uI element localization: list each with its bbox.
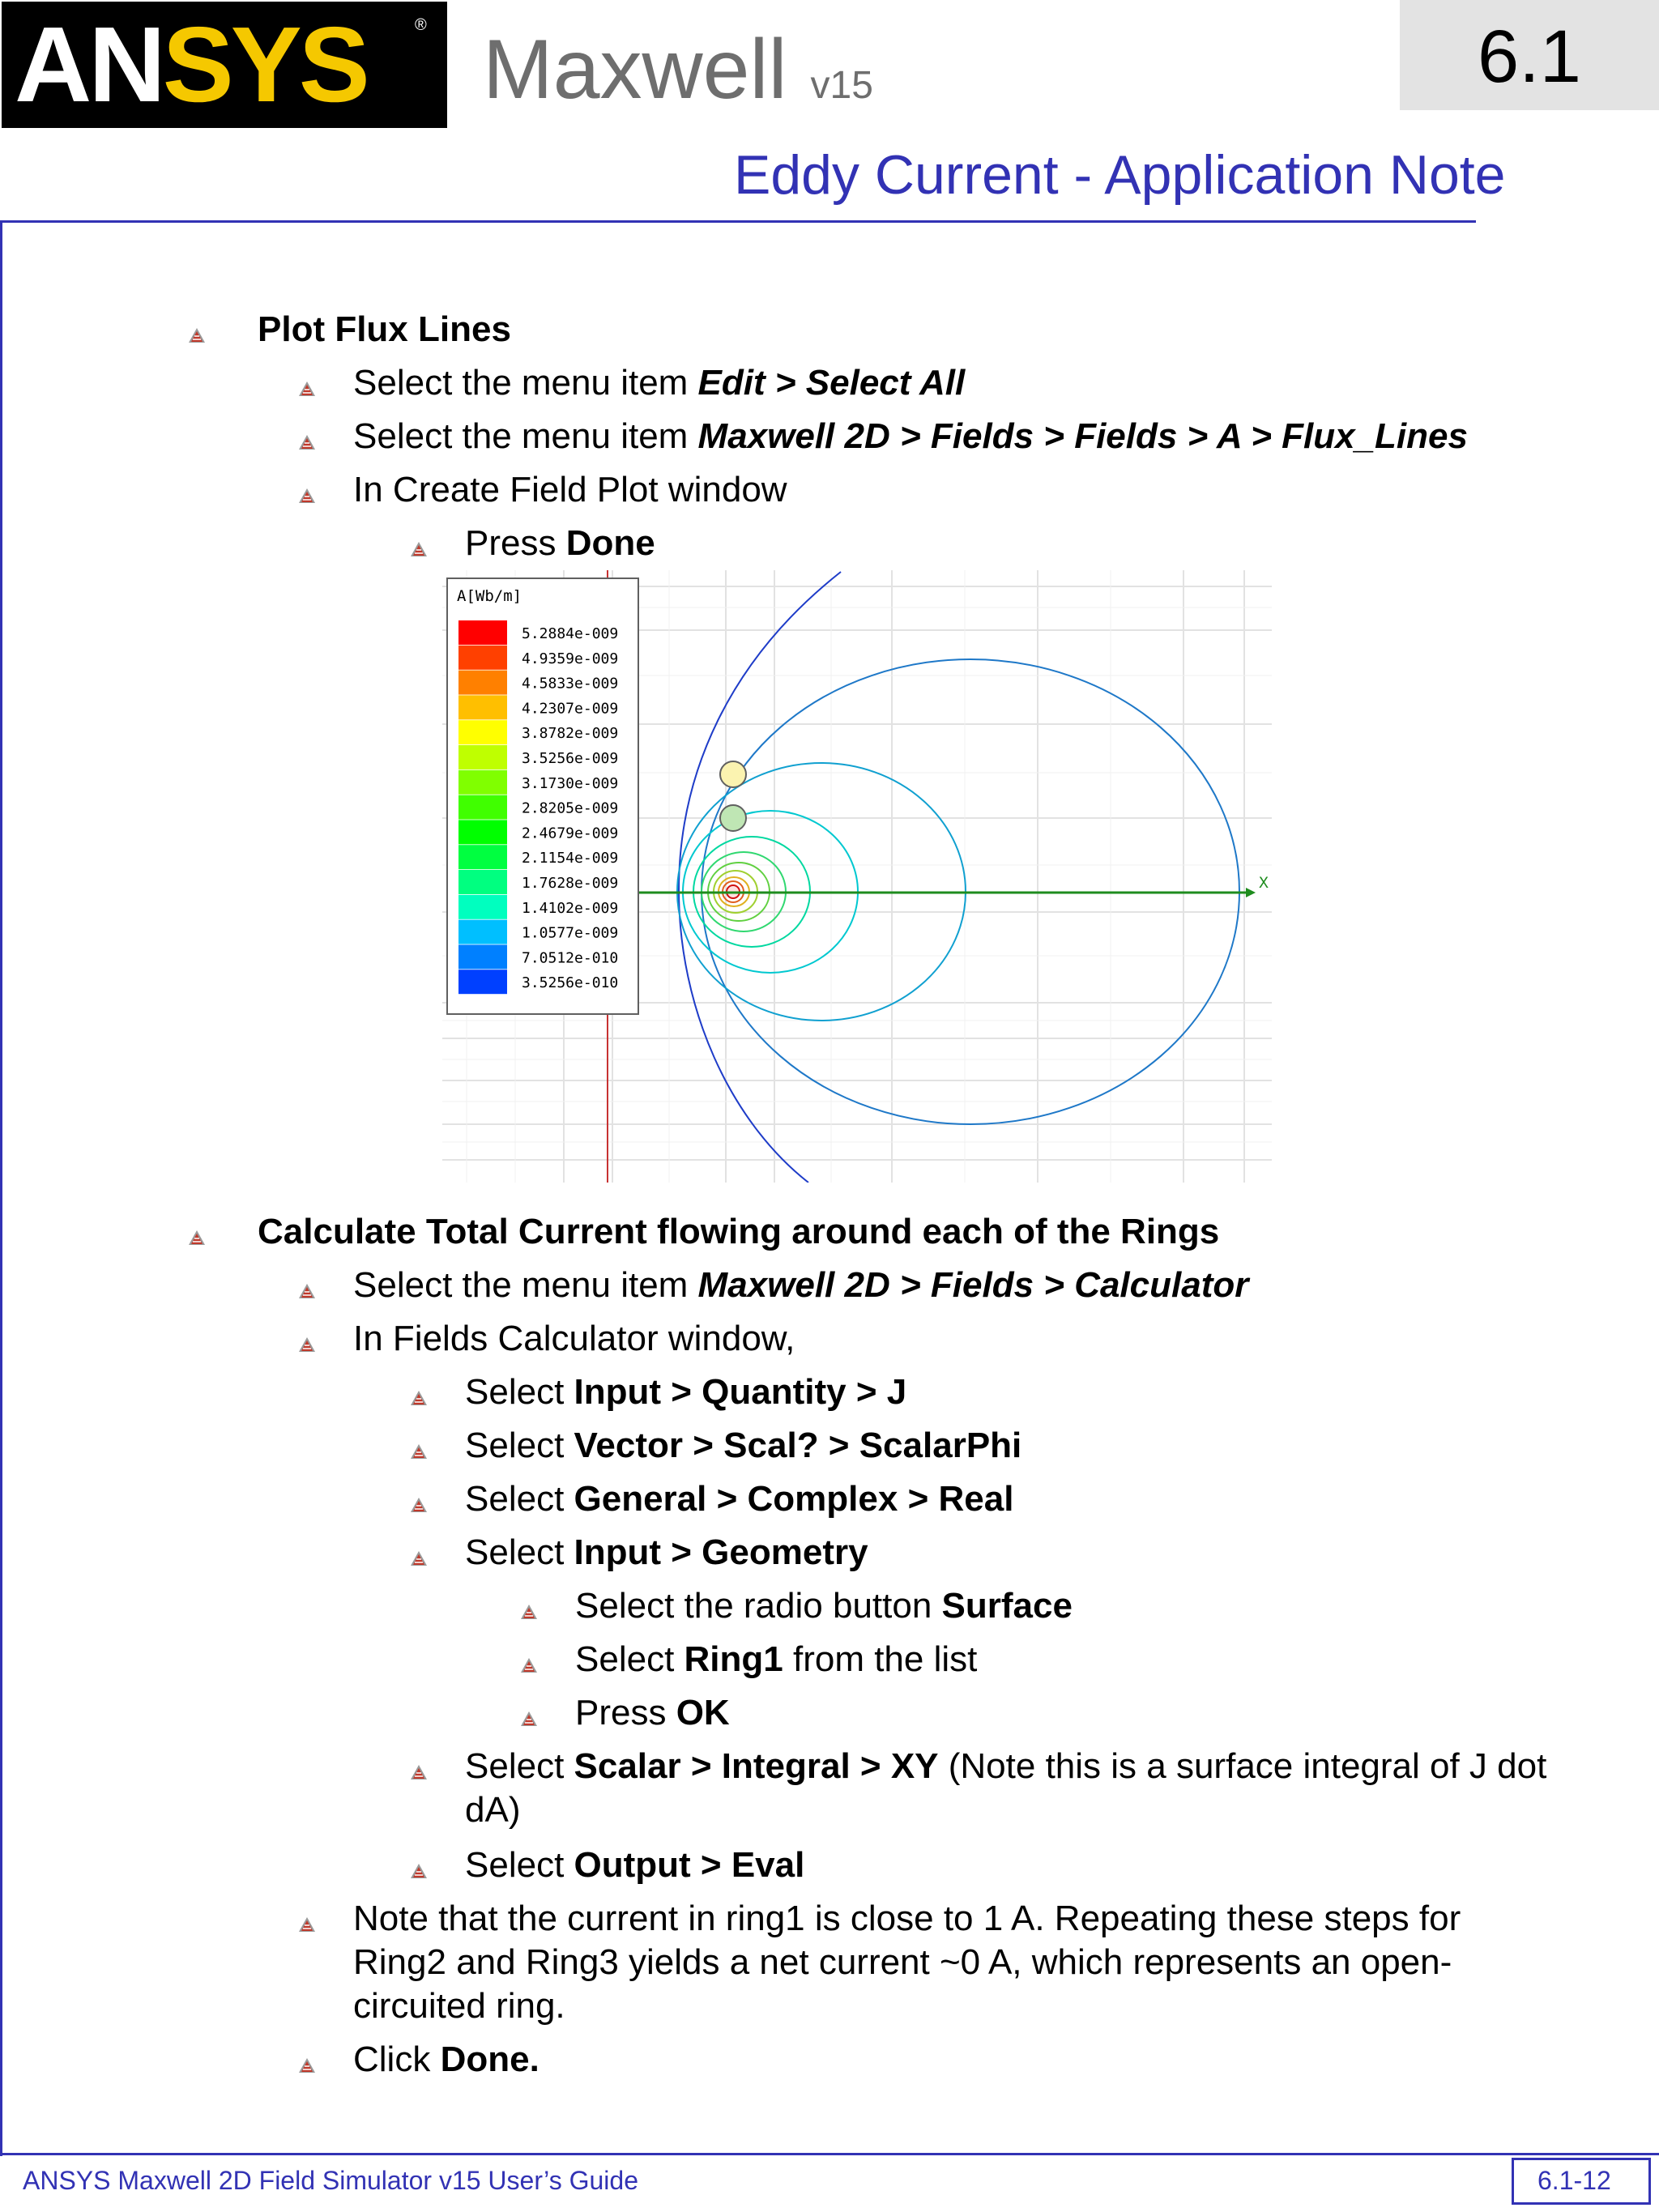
- legend-value: 2.1154e-009: [522, 850, 619, 867]
- menu-path: Maxwell 2D > Fields > Calculator: [697, 1265, 1249, 1305]
- legend-value: 4.5833e-009: [522, 675, 619, 693]
- step-note: (Note this is a surface integral of J dot dA): [465, 1746, 1547, 1830]
- object-name: Ring1: [684, 1639, 783, 1679]
- step-input-geometry: [465, 1531, 868, 1575]
- logo-sys: SYS: [162, 5, 367, 124]
- legend-value: 3.5256e-009: [522, 750, 619, 767]
- bullet-icon: [410, 1443, 428, 1460]
- heading-text: Plot Flux Lines: [258, 309, 511, 349]
- bullet-icon: [410, 1550, 428, 1566]
- bullet-icon: [410, 541, 428, 557]
- step-text: Select the menu item: [353, 1265, 698, 1305]
- step-text: Press: [575, 1693, 676, 1733]
- bullet-icon: [188, 1230, 206, 1246]
- ansys-logo: [2, 2, 447, 128]
- step-text: Select: [575, 1639, 684, 1679]
- step-text: Select: [465, 1426, 574, 1465]
- menu-path: Maxwell 2D > Fields > Fields > A > Flux_Lines: [697, 416, 1468, 456]
- legend-swatch: [458, 944, 507, 969]
- legend-swatch: [458, 870, 507, 894]
- bullet-icon: [188, 327, 206, 343]
- bullet-icon: [410, 1390, 428, 1406]
- menu-path: General > Complex > Real: [574, 1479, 1014, 1519]
- legend-value: 4.9359e-009: [522, 650, 619, 667]
- ring3-icon: [720, 761, 746, 787]
- menu-path: Vector > Scal? > ScalarPhi: [574, 1426, 1022, 1465]
- step-text: In Fields Calculator window,: [353, 1319, 795, 1358]
- step-text: Select: [465, 1845, 574, 1885]
- ring2-icon: [720, 805, 746, 831]
- step-text: In Create Field Plot window: [353, 470, 787, 509]
- legend-value: 3.5256e-010: [522, 974, 619, 992]
- product-version: v15: [810, 64, 873, 107]
- button-name: Done.: [440, 2039, 539, 2079]
- button-name: OK: [676, 1693, 730, 1733]
- legend-swatch: [458, 895, 507, 919]
- legend-swatch: [458, 671, 507, 695]
- step-create-field-plot: [353, 468, 787, 512]
- legend-value: 1.7628e-009: [522, 875, 619, 892]
- bullet-icon: [520, 1604, 538, 1620]
- x-axis-label: X: [1259, 875, 1269, 893]
- step-select-ring1: [575, 1638, 977, 1681]
- step-text: Click: [353, 2039, 441, 2079]
- section-number: 6.1: [1478, 15, 1581, 98]
- legend-swatch: [458, 795, 507, 820]
- step-radio-surface: [575, 1584, 1073, 1628]
- step-text: Note that the current in ring1 is close to 1 A. Repeating these steps for Ring2 and Ring3 yields a net current ~0 A, which represents an open-circuited ring.: [353, 1899, 1461, 2026]
- legend-swatch: [458, 695, 507, 719]
- step-edit-select-all: [353, 361, 965, 405]
- page-title: Eddy Current - Application Note: [734, 144, 1506, 206]
- legend-title: A[Wb/m]: [457, 587, 522, 605]
- bullet-icon: [298, 1336, 316, 1353]
- menu-path: Edit > Select All: [697, 363, 966, 403]
- step-text: Select: [465, 1532, 574, 1572]
- heading-text: Calculate Total Current flowing around each of the Rings: [258, 1212, 1220, 1251]
- legend-swatch: [458, 646, 507, 670]
- step-vector-scalarphi: [465, 1424, 1021, 1468]
- title-rule: [0, 220, 1476, 223]
- option-name: Surface: [941, 1586, 1073, 1626]
- legend-value: 2.4679e-009: [522, 825, 619, 842]
- legend-value: 3.8782e-009: [522, 725, 619, 743]
- footer-guide-title: ANSYS Maxwell 2D Field Simulator v15 User’s Guide: [23, 2166, 638, 2195]
- flux-lines-plot: [442, 570, 1272, 1183]
- step-text: Select the radio button: [575, 1586, 942, 1626]
- step-calculator-menu: [353, 1264, 1248, 1307]
- step-note-current: [353, 1897, 1544, 2028]
- legend-swatch: [458, 720, 507, 744]
- bullet-icon: [298, 1283, 316, 1299]
- bullet-icon: [410, 1764, 428, 1780]
- product-name: [483, 21, 873, 134]
- legend-value: 1.4102e-009: [522, 899, 619, 917]
- bullet-icon: [298, 2057, 316, 2073]
- section-heading-flux: [258, 308, 511, 352]
- menu-path: Input > Quantity > J: [574, 1372, 907, 1412]
- legend-entries: [458, 620, 618, 994]
- bullet-icon: [298, 1916, 316, 1933]
- bullet-icon: [298, 434, 316, 450]
- legend-swatch: [458, 820, 507, 844]
- bullet-icon: [410, 1497, 428, 1513]
- logo-registered-mark: ®: [415, 16, 427, 34]
- step-click-done: [353, 2038, 539, 2082]
- step-text: Select: [465, 1372, 574, 1412]
- step-fields-calculator-window: [353, 1317, 795, 1361]
- section-heading-current: [258, 1210, 1219, 1254]
- step-text-suffix: from the list: [783, 1639, 978, 1679]
- legend-value: 4.2307e-009: [522, 700, 619, 718]
- step-press-ok: [575, 1691, 730, 1735]
- step-output-eval: [465, 1843, 804, 1887]
- step-text: Select the menu item: [353, 363, 698, 403]
- legend-swatch: [458, 845, 507, 869]
- outer-flux-line: [679, 572, 841, 1183]
- bullet-icon: [520, 1657, 538, 1673]
- bullet-icon: [410, 1863, 428, 1879]
- x-axis-arrow-icon: [1246, 888, 1256, 897]
- logo-wordmark: [15, 5, 367, 124]
- step-complex-real: [465, 1477, 1013, 1521]
- step-text: Select: [465, 1746, 574, 1786]
- legend-swatch: [458, 620, 507, 645]
- legend-value: 1.0577e-009: [522, 924, 619, 942]
- page-number: 6.1-12: [1537, 2166, 1611, 2195]
- step-scalar-integral: [465, 1745, 1583, 1832]
- menu-path: Scalar > Integral > XY: [574, 1746, 939, 1786]
- legend-swatch: [458, 745, 507, 769]
- bullet-icon: [298, 381, 316, 397]
- step-text: Press: [465, 523, 566, 563]
- step-text: Select: [465, 1479, 574, 1519]
- product-label: Maxwell: [483, 23, 787, 117]
- bullet-icon: [520, 1711, 538, 1727]
- legend-swatch: [458, 770, 507, 795]
- step-input-quantity-j: [465, 1370, 906, 1414]
- step-flux-lines-menu: [353, 415, 1468, 458]
- step-press-done: [465, 522, 655, 565]
- legend-value: 7.0512e-010: [522, 949, 619, 967]
- left-rule: [0, 220, 2, 2156]
- button-name: Done: [565, 523, 655, 563]
- legend-value: 5.2884e-009: [522, 625, 619, 642]
- logo-an: AN: [15, 5, 163, 124]
- legend-value: 3.1730e-009: [522, 774, 619, 792]
- menu-path: Input > Geometry: [574, 1532, 868, 1572]
- step-text: Select the menu item: [353, 416, 698, 456]
- legend-swatch: [458, 970, 507, 994]
- menu-path: Output > Eval: [574, 1845, 805, 1885]
- legend-value: 2.8205e-009: [522, 799, 619, 817]
- bullet-icon: [298, 488, 316, 504]
- legend-swatch: [458, 920, 507, 944]
- footer-rule: [0, 2153, 1659, 2155]
